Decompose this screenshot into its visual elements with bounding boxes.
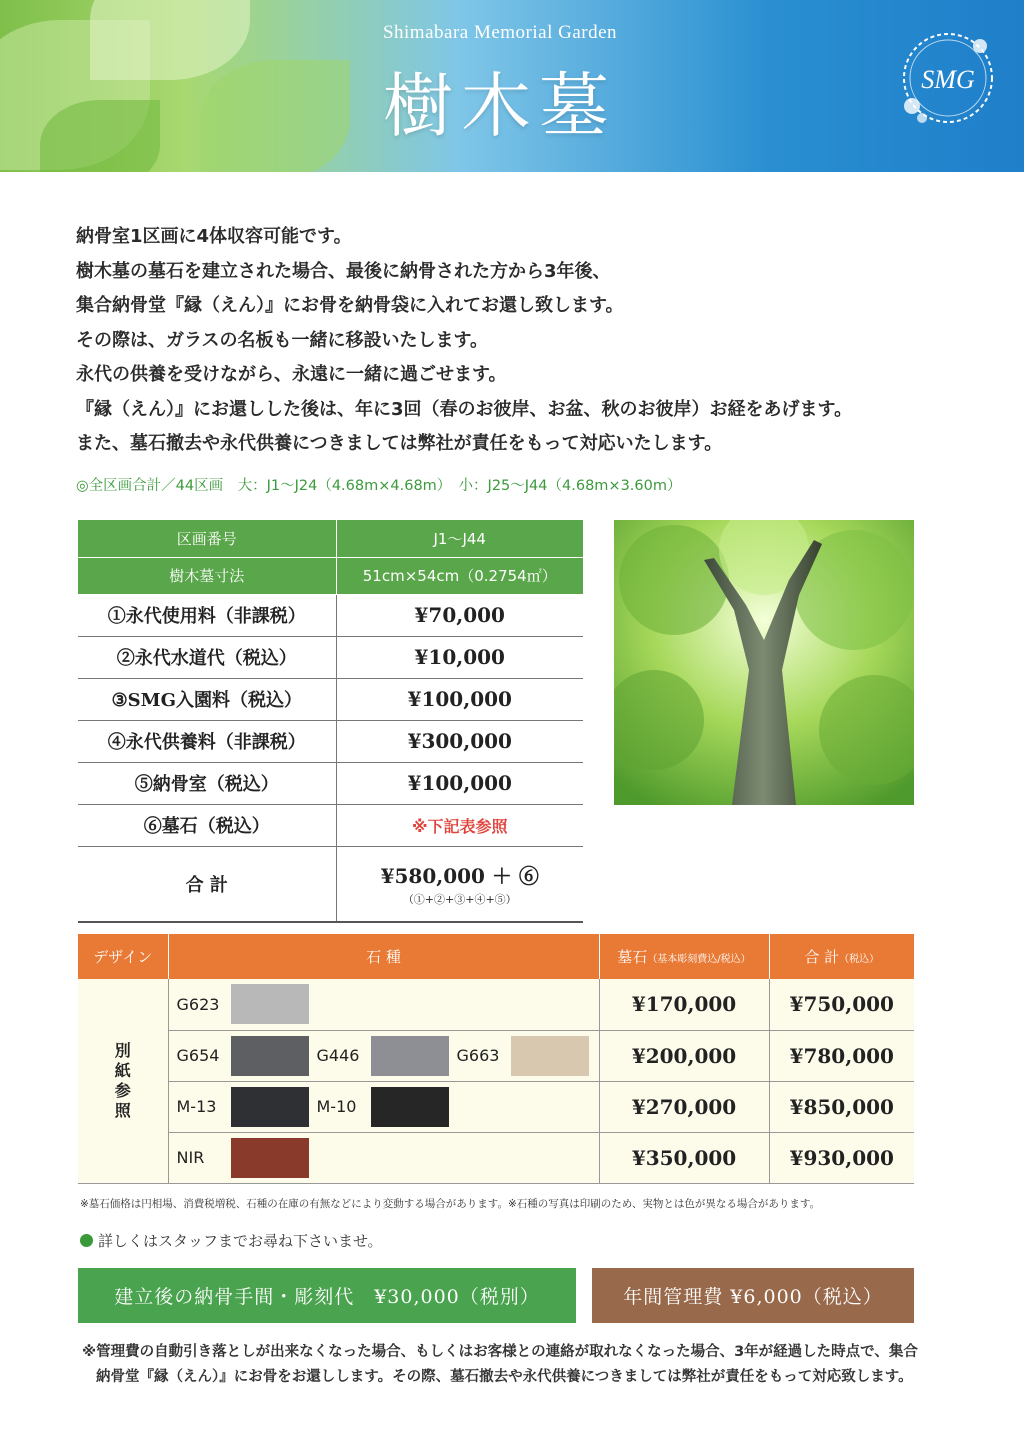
fee-label: ④永代供養料（非課税） — [78, 720, 336, 762]
fee-table — [78, 520, 583, 923]
fee-label: ①永代使用料（非課税） — [78, 594, 336, 636]
fee-label: ⑥墓石（税込） — [78, 804, 336, 846]
stone-cell — [168, 979, 599, 1030]
header-subtitle: Shimabara Memorial Garden — [382, 22, 618, 43]
table-row — [78, 804, 583, 846]
header-total-sub: （税込） — [839, 954, 880, 965]
fee-value: ¥300,000 — [336, 720, 583, 762]
stone-name: G663 — [456, 1046, 500, 1065]
stone-cell — [168, 1030, 599, 1081]
table-row — [78, 520, 583, 557]
header-total — [769, 934, 914, 979]
fee-value: ¥100,000 — [336, 762, 583, 804]
granite-swatch-g663 — [511, 1036, 589, 1076]
total-cell — [336, 846, 583, 922]
granite-swatch-nir — [231, 1138, 309, 1178]
header-total-label: 合 計 — [804, 948, 840, 966]
smg-emblem-icon — [892, 22, 1004, 134]
staff-note — [80, 1230, 383, 1251]
table-row — [78, 1132, 914, 1183]
table-row — [78, 678, 583, 720]
footer-note: ※管理費の自動引き落としが出来なくなった場合、もしくはお客様との連絡が取れなくなった場合、3年が経過した時点で、集合納骨堂『縁（えん）』にお骨をお還しします。その際、墓石撤去や永代供養につきましては弊社が責任をもって対応致します。 — [82, 1344, 918, 1385]
design-reference — [78, 979, 168, 1183]
fee-value: ¥70,000 — [336, 594, 583, 636]
table-header-row — [78, 934, 914, 979]
header-gravestone-sub: （基本彫刻費込/税込） — [647, 954, 751, 965]
intro-text — [76, 220, 956, 462]
table-row — [78, 557, 583, 594]
area-summary: ◎全区画合計／44区画 大：J1～J24（4.68m×4.68m） 小：J25～J44（4.68m×3.60m） — [76, 478, 682, 494]
table-row — [78, 762, 583, 804]
total-label: 合 計 — [78, 846, 336, 922]
tree-photo — [614, 520, 914, 805]
gravestone-price: ¥270,000 — [599, 1081, 769, 1132]
header-design: デザイン — [78, 934, 168, 979]
price-disclaimer: ※墓石価格は円相場、消費税増税、石種の在庫の有無などにより変動する場合があります。※石種の写真は印刷のため、実物とは色が異なる場合があります。 — [80, 1198, 820, 1210]
intro-line: また、墓石撤去や永代供養につきましては弊社が責任をもって対応いたします。 — [76, 433, 723, 454]
fee-value: ¥100,000 — [336, 678, 583, 720]
stone-cell — [168, 1132, 599, 1183]
staff-note-text: 詳しくはスタッフまでお尋ね下さいませ。 — [98, 1232, 383, 1250]
header-stone-type: 石 種 — [168, 934, 599, 979]
stone-cell — [168, 1081, 599, 1132]
stone-name: G623 — [176, 994, 220, 1014]
gravestone-price: ¥200,000 — [599, 1030, 769, 1081]
stone-name: M-13 — [176, 1097, 217, 1116]
total-price: ¥780,000 — [769, 1030, 914, 1081]
gravestone-price: ¥350,000 — [599, 1132, 769, 1183]
total-price: ¥930,000 — [769, 1132, 914, 1183]
page-title: 樹木墓 — [383, 65, 617, 147]
fee-value: J1～J44 — [336, 520, 583, 557]
granite-swatch-g446 — [371, 1036, 449, 1076]
total-price: ¥850,000 — [769, 1081, 914, 1132]
stone-name: G654 — [176, 1046, 220, 1065]
fee-value: ¥10,000 — [336, 636, 583, 678]
fee-label: ③SMG入園料（税込） — [78, 678, 336, 720]
header-banner — [0, 0, 1024, 172]
table-row — [78, 594, 583, 636]
bullet-icon — [80, 1234, 93, 1247]
total-row — [78, 846, 583, 922]
intro-line: 納骨室1区画に4体収容可能です。 — [76, 226, 352, 247]
granite-swatch-g654 — [231, 1036, 309, 1076]
design-reference-text: 別紙参照 — [114, 1040, 131, 1120]
emblem-text: SMG — [921, 65, 975, 94]
table-row — [78, 1030, 914, 1081]
total-value: ¥580,000 ＋ ⑥ — [380, 864, 539, 889]
fee-label: ⑤納骨室（税込） — [78, 762, 336, 804]
fee-label: 区画番号 — [78, 520, 336, 557]
granite-swatch-m13 — [231, 1087, 309, 1127]
table-row — [78, 720, 583, 762]
intro-line: 集合納骨堂『縁（えん）』にお骨を納骨袋に入れてお還し致します。 — [76, 295, 624, 316]
fee-value: 51cm×54cm（0.2754㎡） — [336, 557, 583, 594]
intro-line: 永代の供養を受けながら、永遠に一緒に過ごせます。 — [76, 364, 507, 385]
header-gravestone-label: 墓石 — [617, 948, 648, 966]
stone-name: G446 — [316, 1046, 360, 1065]
stone-name: M-10 — [316, 1097, 357, 1116]
fee-label: 樹木墓寸法 — [78, 557, 336, 594]
table-row — [78, 1081, 914, 1132]
total-formula: （①+②+③+④+⑤） — [402, 893, 517, 907]
fee-value: ※下記表参照 — [336, 804, 583, 846]
intro-line: 『縁（えん）』にお還しした後は、年に3回（春のお彼岸、お盆、秋のお彼岸）お経をあげます。 — [76, 398, 853, 420]
fee-label: ②永代水道代（税込） — [78, 636, 336, 678]
granite-swatch-m10 — [371, 1087, 449, 1127]
intro-line: その際は、ガラスの名板も一緒に移設いたします。 — [76, 329, 489, 351]
gravestone-price: ¥170,000 — [599, 979, 769, 1030]
stone-name: NIR — [176, 1148, 205, 1167]
gravestone-table — [78, 934, 914, 1184]
granite-swatch-g623 — [231, 984, 309, 1024]
table-row — [78, 979, 914, 1030]
intro-line: 樹木墓の墓石を建立された場合、最後に納骨された方から3年後、 — [76, 260, 611, 282]
interment-fee-box: 建立後の納骨手間・彫刻代 ¥30,000（税別） — [78, 1268, 576, 1323]
annual-fee-box: 年間管理費 ¥6,000（税込） — [592, 1268, 914, 1323]
total-price: ¥750,000 — [769, 979, 914, 1030]
header-gravestone — [599, 934, 769, 979]
table-row — [78, 636, 583, 678]
